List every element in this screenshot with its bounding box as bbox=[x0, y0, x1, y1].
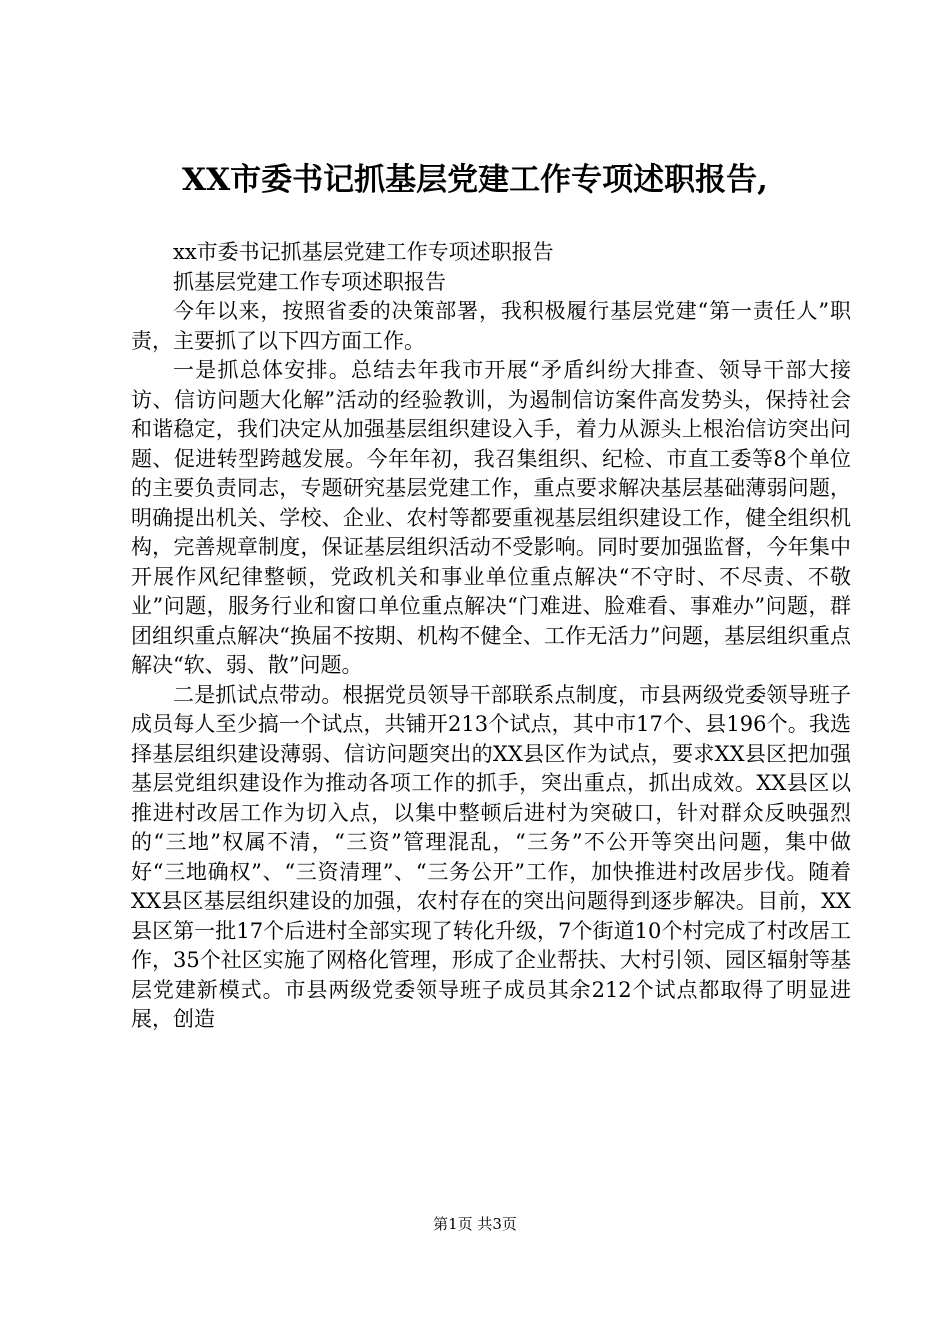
paragraph-pilot-projects: 二是抓试点带动。根据党员领导干部联系点制度，市县两级党委领导班子成员每人至少搞一个试点，共铺开213个试点，其中市17个、县196个。我选择基层组织建设薄弱、信访问题突出的XX县区作为试点，要求XX县区把加强基层党组织建设作为推动各项工作的抓手，突出重点，抓出成效。XX县区以推进村改居工作为切入点，以集中整顿后进村为突破口，针对群众反映强烈的“三地”权属不清，“三资”管理混乱，“三务”不公开等突出问题，集中做好“三地确权”、“三资清理”、“三务公开”工作，加快推进村改居步伐。随着XX县区基层组织建设的加强，农村存在的突出问题得到逐步解决。目前，XX县区第一批17个后进村全部实现了转化升级，7个街道10个村完成了村改居工作，35个社区实施了网格化管理，形成了企业帮扶、大村引领、园区辐射等基层党建新模式。市县两级党委领导班子成员其余212个试点都取得了明显进展，创造 bbox=[131, 682, 851, 1031]
subtitle-line-1: xx市委书记抓基层党建工作专项述职报告 bbox=[173, 240, 554, 264]
document-body bbox=[131, 238, 851, 1035]
document-title: XX市委书记抓基层党建工作专项述职报告, bbox=[182, 162, 768, 198]
paragraph-overall-arrangement: 一是抓总体安排。总结去年我市开展“矛盾纠纷大排查、领导干部大接访、信访问题大化解”活动的经验教训，为遏制信访案件高发势头，保持社会和谐稳定，我们决定从加强基层组织建设入手，着力从源头上根治信访突出问题、促进转型跨越发展。今年年初，我召集组织、纪检、市直工委等8个单位的主要负责同志，专题研究基层党建工作，重点要求解决基层基础薄弱问题，明确提出机关、学校、企业、农村等都要重视基层组织建设工作，健全组织机构，完善规章制度，保证基层组织活动不受影响。同时要加强监督，今年集中开展作风纪律整顿，党政机关和事业单位重点解决“不守时、不尽责、不敬业”问题，服务行业和窗口单位重点解决“门难进、脸难看、事难办”问题，群团组织重点解决“换届不按期、机构不健全、工作无活力”问题，基层组织重点解决“软、弱、散”问题。 bbox=[131, 358, 851, 677]
paragraph-intro: 今年以来，按照省委的决策部署，我积极履行基层党建“第一责任人”职责，主要抓了以下四方面工作。 bbox=[131, 299, 851, 353]
subtitle-line-2: 抓基层党建工作专项述职报告 bbox=[173, 269, 446, 294]
page-footer: 第1页 共3页 bbox=[433, 1215, 517, 1233]
